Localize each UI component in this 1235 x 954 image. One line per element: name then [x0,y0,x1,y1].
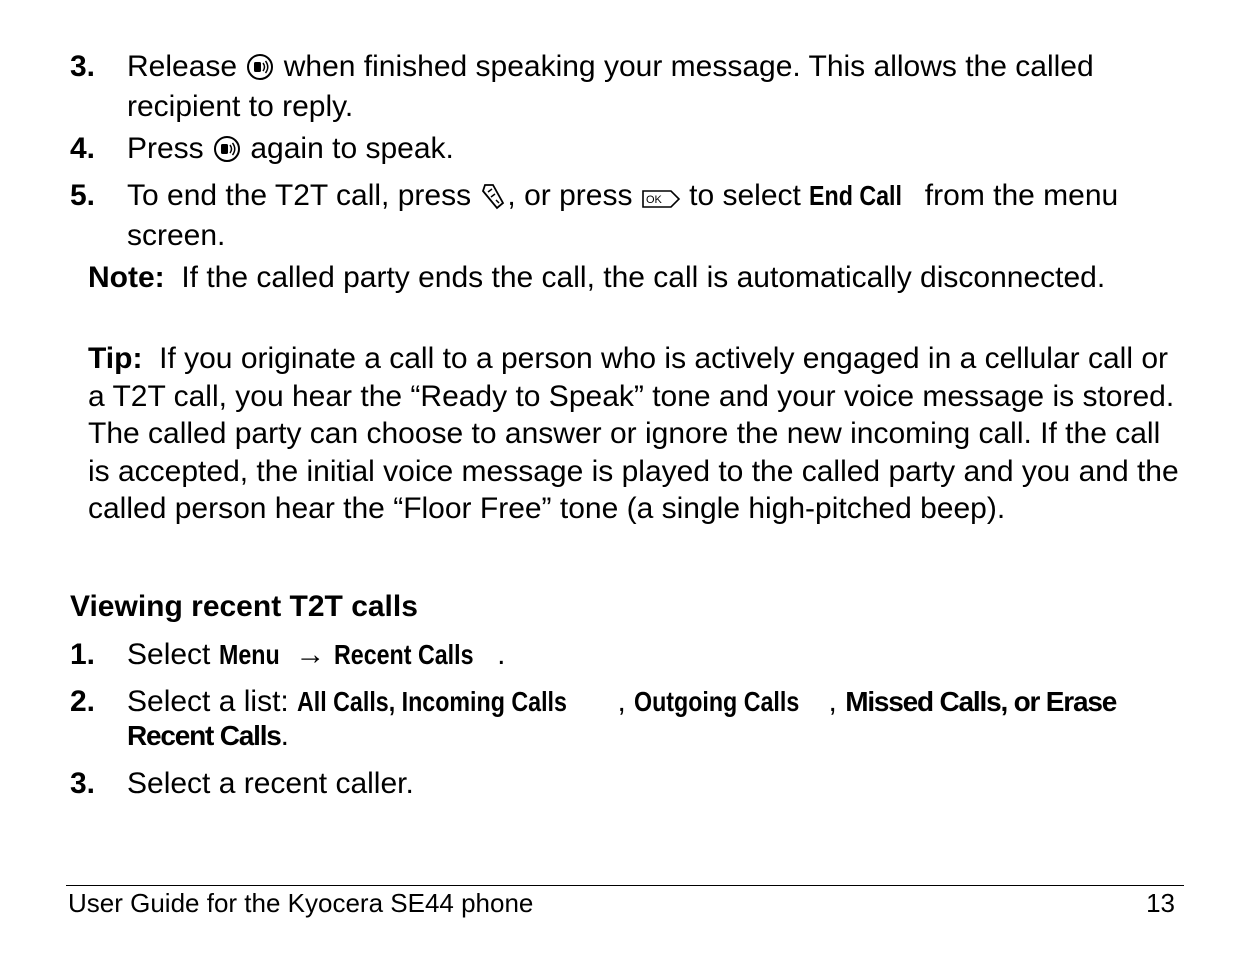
step-text: when finished speaking your message. This allows the called recipient to reply. [127,50,1094,123]
step-number: 3. [70,50,96,83]
arrow-symbol: → [287,638,334,671]
ptt-button-icon [212,134,242,172]
step-text: Select a list: [127,685,298,718]
footer-divider [66,885,1184,886]
ui-term-end-call: End Call [809,180,903,211]
ui-term-menu: Menu [218,639,280,670]
step-text: to select [680,179,810,212]
svg-text:OK: OK [645,194,662,206]
step-text: , or press [507,179,641,212]
ui-term-outgoing: Outgoing Calls [634,686,800,717]
step-number: 4. [70,132,96,165]
separator: , [828,685,846,718]
step-3-release [70,50,1180,124]
ui-term-all-incoming: All Calls, Incoming Calls [297,686,567,717]
separator: , [617,685,635,718]
step-number: 3. [70,767,96,800]
step-text: To end the T2T call, press [127,179,480,212]
step-text: . [497,638,506,671]
note-label: Note: [88,261,165,294]
tip-paragraph [88,340,1183,528]
page-number: 13 [1146,888,1175,918]
note-text: If the called party ends the call, the call is automatically disconnected. [181,261,1106,294]
end-key-icon [479,181,507,219]
step-text: Select [127,638,219,671]
step-4-press [70,132,1180,172]
section-heading: Viewing recent T2T calls [70,590,418,623]
tip-text: If you originate a call to a person who is actively engaged in a cellular call or a T2T call, you hear the “Ready to Speak” tone and your voice message is stored. The called party can choose to answer or ignore the new incoming call. If the call is accepted, the initial voice message is played to the called party and you and the called person hear the “Floor Free” tone (a single high-pitched beep). [88,342,1179,525]
ptt-button-icon [245,52,275,90]
note-paragraph [88,259,1183,297]
step-text: Release [127,50,246,83]
ui-term-missed-erase: Missed Calls, or Erase Recent Calls [127,686,1117,751]
step-3-select-caller [70,767,1180,801]
step-text: Press [127,132,213,165]
step-2-select-list [70,685,1180,753]
step-number: 2. [70,685,96,718]
ok-key-icon [641,185,681,219]
step-number: 5. [70,179,96,212]
tip-label: Tip: [88,342,143,375]
step-text: Select a recent caller. [127,767,414,800]
step-1-select-menu [70,638,1180,672]
step-text: . [280,719,290,752]
step-number: 1. [70,638,96,671]
footer-title: User Guide for the Kyocera SE44 phone [68,888,534,918]
step-text: from the menu screen. [127,179,1119,252]
ui-term-recent-calls: Recent Calls [333,639,474,670]
step-5-end-call [70,179,1180,253]
step-text: again to speak. [242,132,454,165]
